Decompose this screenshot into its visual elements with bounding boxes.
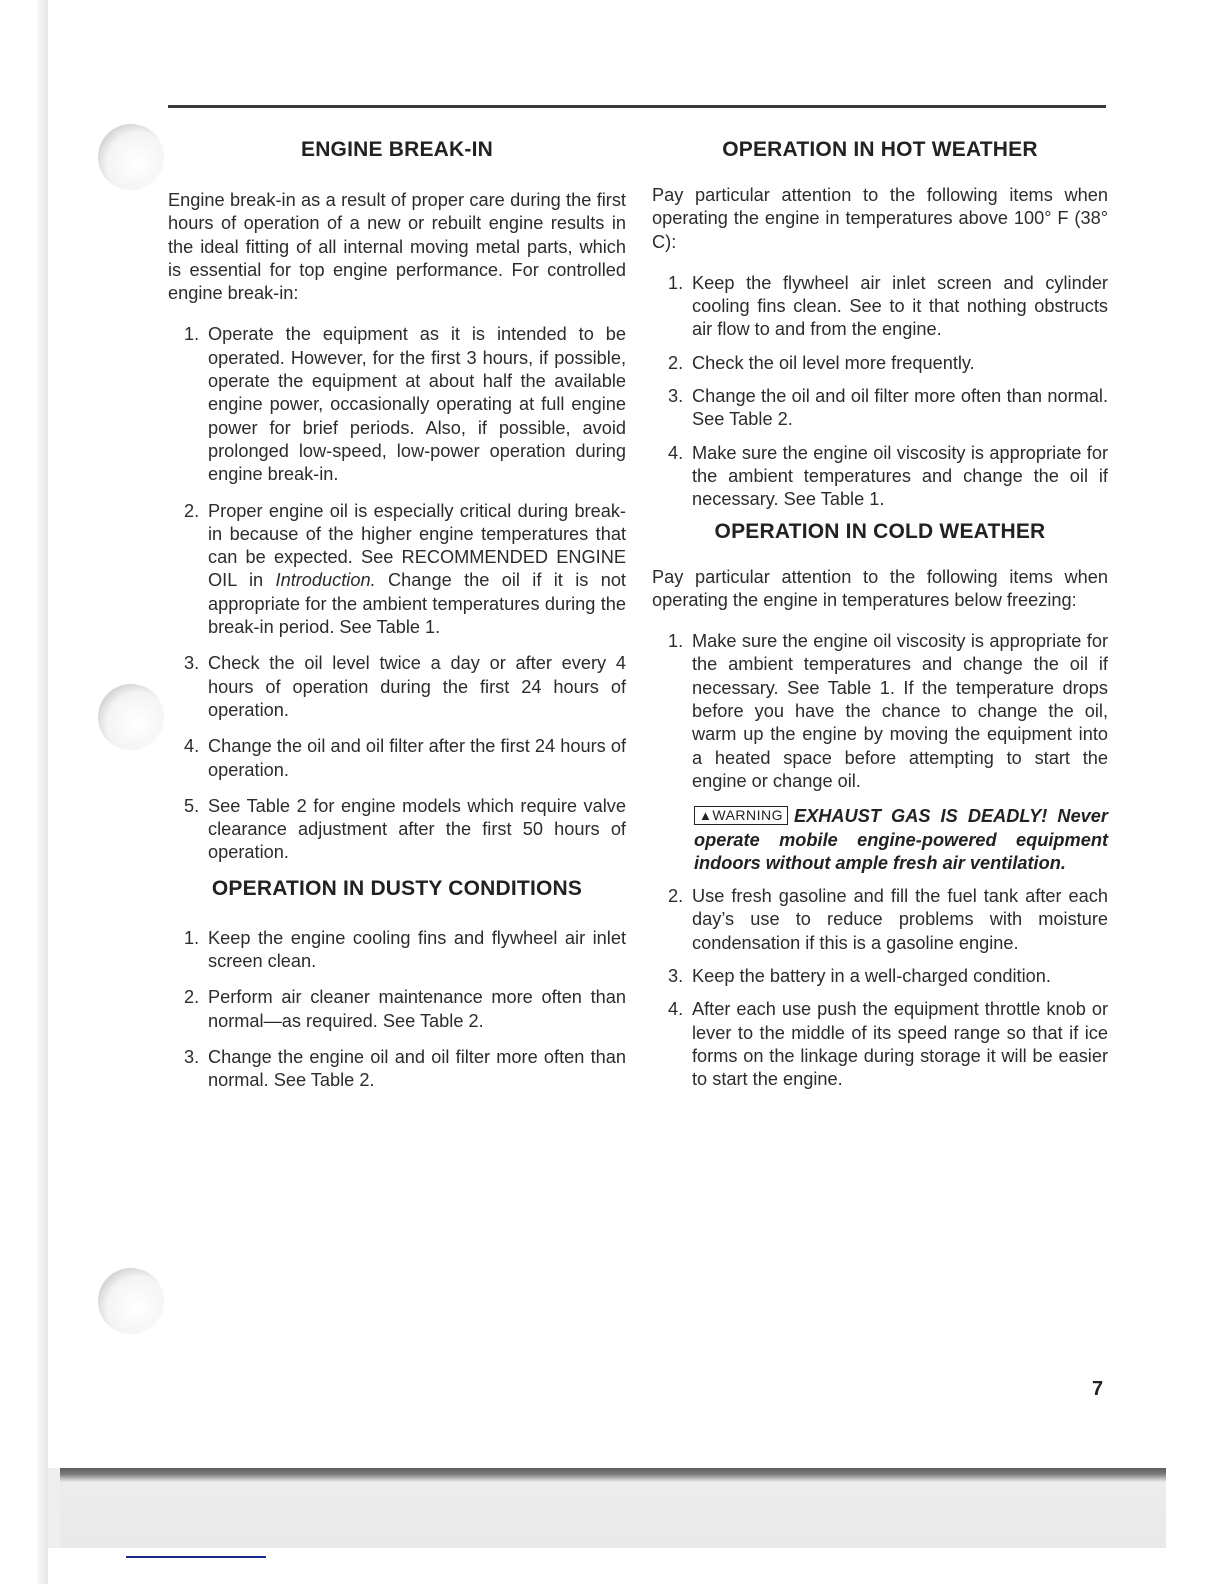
- hot-weather-intro: Pay particular attention to the following items when operating the engine in temperatures above 100° F (38° C):: [652, 185, 1108, 252]
- item-number: 3.: [184, 653, 200, 674]
- list-item: [652, 885, 1108, 955]
- item-number: 2.: [184, 987, 200, 1008]
- binder-hole-bottom: [98, 1268, 164, 1334]
- item-number: 5.: [184, 795, 200, 816]
- binder-hole-middle: [98, 684, 164, 750]
- item-text: Make sure the engine oil viscosity is appropriate for the ambient temperatures and change the oil if necessary. See Table 1. If the temperature drops before you have the chance to change the oil, warm up the engine by moving the equipment into a heated space before attempting to start the engine or change oil.: [692, 631, 1108, 791]
- cold-weather-intro: Pay particular attention to the following items when operating the engine in temperatures below freezing:: [652, 566, 1108, 610]
- item-text: Keep the flywheel air inlet screen and cylinder cooling fins clean. See to it that nothing obstructs air flow to and from the engine.: [692, 272, 1108, 340]
- item-number: 2.: [668, 352, 684, 373]
- item-text: Perform air cleaner maintenance more often than normal—as required. See Table 2.: [208, 987, 626, 1031]
- hot-weather-list: [652, 272, 1108, 512]
- list-item: [168, 500, 626, 640]
- item-number: 4.: [184, 736, 200, 757]
- cold-weather-list-continued: [652, 885, 1108, 1091]
- list-item: [168, 1046, 626, 1093]
- list-item: [168, 795, 626, 865]
- item-text-emphasis: Introduction.: [275, 570, 376, 591]
- break-in-intro: Engine break-in as a result of proper care during the first hours of operation of a new or rebuilt engine results in the ideal fitting of all internal moving metal parts, which is essential for top engine performance. For controlled engine break-in:: [168, 190, 626, 304]
- exhaust-warning: [652, 805, 1108, 875]
- heading-dusty-conditions: OPERATION IN DUSTY CONDITIONS: [211, 876, 583, 900]
- binder-hole-top: [98, 124, 164, 190]
- item-text: Check the oil level twice a day or after every 4 hours of operation during the first 24 hours of operation.: [208, 653, 626, 720]
- item-text: Keep the battery in a well-charged condition.: [692, 966, 1051, 987]
- item-text: Operate the equipment as it is intended to be operated. However, for the first 3 hours, if possible, operate the equipment at about half the available engine power, occasionally operating at full engine power for brief periods. Also, if possible, avoid prolonged low-speed, low-power operation during engine break-in.: [208, 324, 626, 485]
- scan-right-margin: [1164, 0, 1224, 1584]
- item-number: 4.: [668, 442, 684, 463]
- scan-footer-line: [126, 1556, 266, 1558]
- top-rule: [168, 105, 1106, 108]
- warning-triangle-icon: ▲: [699, 808, 713, 824]
- item-text: Proper engine oil is especially critical during break-in because of the higher engine temperatures that can be expected. See RECOMMENDED ENGINE OIL in: [208, 500, 626, 591]
- item-text: Change the oil and oil filter more often than normal. See Table 2.: [692, 386, 1108, 430]
- list-item: [168, 735, 626, 782]
- warning-label: ▲WARNING: [694, 806, 788, 825]
- item-text: Use fresh gasoline and fill the fuel tank after each day’s use to reduce problems with moisture condensation if this is a gasoline engine.: [692, 886, 1108, 953]
- item-number: 4.: [668, 999, 684, 1020]
- item-text: Keep the engine cooling fins and flywheel air inlet screen clean.: [208, 927, 626, 972]
- heading-engine-break-in: ENGINE BREAK-IN: [300, 138, 493, 161]
- list-item: [652, 352, 1108, 375]
- item-number: 3.: [668, 386, 684, 407]
- list-item: [168, 652, 626, 722]
- item-number: 3.: [184, 1046, 200, 1067]
- list-item: [652, 998, 1108, 1091]
- scan-margin: [0, 0, 48, 1584]
- break-in-list: [168, 323, 626, 864]
- item-number: 1.: [668, 272, 684, 293]
- list-item: [652, 442, 1108, 512]
- left-column: [168, 138, 626, 1093]
- item-text: Change the oil if it is not appropriate for the ambient temperatures during the break-in period. See Table 1.: [208, 570, 626, 638]
- item-number: 1.: [668, 631, 684, 652]
- heading-cold-weather: OPERATION IN COLD WEATHER: [714, 519, 1046, 543]
- item-number: 1.: [184, 927, 200, 948]
- right-column: [652, 138, 1108, 1092]
- item-text: See Table 2 for engine models which require valve clearance adjustment after the first 50 hours of operation.: [208, 795, 626, 863]
- item-number: 2.: [184, 500, 200, 521]
- page-number: 7: [1092, 1378, 1104, 1400]
- list-item: [168, 927, 626, 974]
- list-item: [168, 986, 626, 1033]
- item-number: 3.: [668, 966, 684, 987]
- warning-text: EXHAUST GAS IS DEADLY! Never operate mobile engine-powered equipment indoors without ample fresh air ventilation.: [694, 806, 1108, 873]
- item-text: Change the engine oil and oil filter more often than normal. See Table 2.: [208, 1046, 626, 1091]
- item-text: After each use push the equipment throttle knob or lever to the middle of its speed range so that if ice forms on the linkage during storage it will be easier to start the engine.: [692, 999, 1108, 1090]
- item-text: Change the oil and oil filter after the first 24 hours of operation.: [208, 736, 626, 780]
- item-number: 1.: [184, 324, 200, 345]
- dusty-list: [168, 927, 626, 1093]
- item-text: Make sure the engine oil viscosity is appropriate for the ambient temperatures and change the oil if necessary. See Table 1.: [692, 442, 1108, 510]
- item-text: Check the oil level more frequently.: [692, 352, 975, 373]
- cold-weather-list: [652, 630, 1108, 793]
- item-number: 2.: [668, 886, 684, 907]
- list-item: [652, 965, 1108, 988]
- list-item: [168, 323, 626, 486]
- list-item: [652, 630, 1108, 793]
- heading-hot-weather: OPERATION IN HOT WEATHER: [722, 138, 1038, 161]
- page-bottom-edge: [60, 1468, 1166, 1548]
- list-item: [652, 385, 1108, 432]
- list-item: [652, 272, 1108, 342]
